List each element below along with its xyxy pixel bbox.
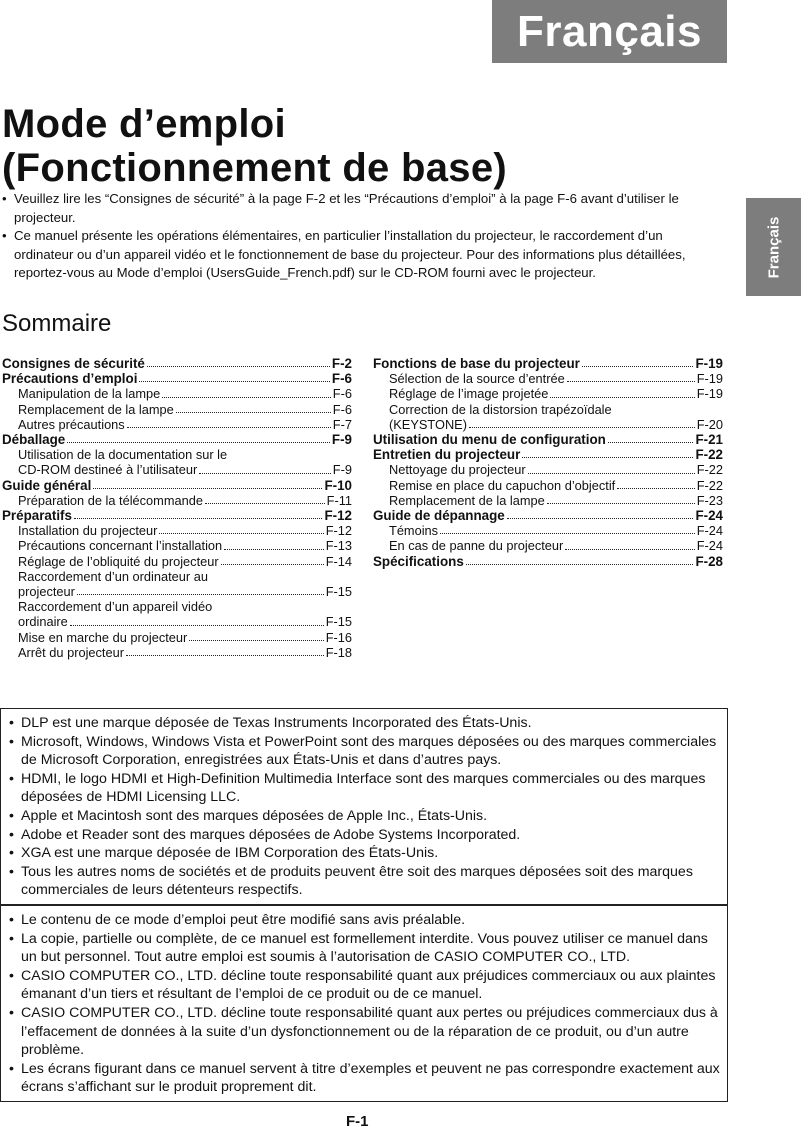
toc-page: F-6 (332, 401, 352, 417)
toc-label: Précautions concernant l’installation (18, 538, 223, 554)
leader-dots (189, 640, 323, 641)
toc-entry[interactable] (373, 478, 723, 493)
toc-page: F-6 (332, 386, 352, 402)
toc-label: Fonctions de base du projecteur (373, 356, 580, 371)
toc-page: F-9 (331, 432, 352, 448)
intro-note: • Veuillez lire les “Consignes de sécurité” à la page F-2 et les “Précautions d’emploi” à la page F-6 avant d’utiliser le projecteur. (2, 190, 717, 227)
leader-dots (567, 381, 695, 382)
contents-heading: Sommaire (2, 310, 112, 337)
leader-dots (176, 412, 331, 413)
toc-label: Remise en place du capuchon d’objectif (389, 477, 616, 493)
toc-entry[interactable] (2, 569, 352, 599)
language-banner: Français (492, 0, 727, 63)
toc-page: F-12 (325, 523, 352, 539)
trademark-item: • Microsoft, Windows, Windows Vista et PowerPoint sont des marques déposées ou des marques commerciales de Microsoft Corporation, enregistrées aux États-Unis et dans d’autres pays. (7, 733, 721, 770)
toc-label: Autres précautions (18, 416, 125, 432)
leader-dots (582, 366, 694, 367)
leader-dots (67, 442, 330, 443)
toc-page: F-6 (331, 371, 352, 387)
title-line-2: (Fonctionnement de base) (2, 146, 508, 190)
toc-label: CD-ROM destineé à l’utilisateur (18, 462, 198, 478)
leader-dots (617, 488, 694, 489)
title-line-1: Mode d’emploi (2, 102, 286, 146)
toc-page: F-16 (325, 629, 352, 645)
toc-entry[interactable] (373, 402, 723, 432)
toc-label: Installation du projecteur (18, 523, 158, 539)
leader-dots (127, 427, 331, 428)
toc-entry[interactable] (2, 356, 352, 371)
toc-entry[interactable] (373, 356, 723, 371)
toc-page: F-24 (696, 523, 723, 539)
toc-label: Utilisation de la documentation sur le (18, 447, 228, 463)
toc-label: Témoins (389, 523, 439, 539)
leader-dots (469, 427, 695, 428)
intro-note: • Ce manuel présente les opérations élémentaires, en particulier l’installation du projecteur, le raccordement d’un ordinateur ou d’un appareil vidéo et le fonctionnement de base du projecteur. Pour des informations plus détaillées, reportez-vous au Mode d’emploi (UsersGuide_French.pdf) sur le CD-ROM fourni avec le projecteur. (2, 227, 717, 283)
leader-dots (74, 518, 322, 519)
toc-entry[interactable] (373, 432, 723, 447)
leader-dots (70, 625, 324, 626)
leader-dots (565, 549, 694, 550)
toc-label: Déballage (2, 432, 66, 448)
toc-page: F-10 (324, 477, 352, 493)
toc-label: Sélection de la source d’entrée (389, 371, 565, 387)
toc-page: F-14 (325, 553, 352, 569)
toc-entry[interactable] (373, 386, 723, 401)
toc-label: Raccordement d’un ordinateur au (18, 568, 208, 584)
toc-entry[interactable] (2, 417, 352, 432)
toc-label: Remplacement de la lampe (389, 492, 545, 508)
leader-dots (550, 397, 694, 398)
disclaimer-item: • CASIO COMPUTER CO., LTD. décline toute responsabilité quant aux préjudices commerciaux ou aux plaintes émanant d’un tiers et résultant de l’emploi de ce produit ou de ce manuel. (7, 967, 721, 1004)
page-title (2, 102, 507, 190)
leader-dots (205, 503, 325, 504)
intro-notes (2, 190, 717, 283)
toc-label: Manipulation de la lampe (18, 386, 161, 402)
toc-page: F-11 (326, 492, 352, 508)
toc-label: Utilisation du menu de configuration (373, 432, 606, 448)
toc-label: ordinaire (18, 614, 68, 630)
leader-dots (199, 473, 331, 474)
toc-label: Guide général (2, 477, 92, 493)
leader-dots (522, 457, 693, 458)
leader-dots (608, 442, 694, 443)
trademark-item: • XGA est une marque déposée de IBM Corporation des États-Unis. (7, 844, 721, 863)
toc-page: F-23 (696, 492, 723, 508)
toc-page: F-15 (325, 584, 352, 600)
toc-entry[interactable] (2, 371, 352, 386)
toc-label: (KEYSTONE) (389, 416, 467, 432)
toc-page: F-19 (696, 371, 723, 387)
leader-dots (440, 533, 695, 534)
toc-label: Guide de dépannage (373, 508, 505, 524)
trademark-item: • Tous les autres noms de sociétés et de produits peuvent être soit des marques déposées soit des marques commerciales de leurs détenteurs respectifs. (7, 863, 721, 900)
disclaimer-item: • CASIO COMPUTER CO., LTD. décline toute responsabilité quant aux pertes ou préjudices commerciaux dus à l’effacement de données à la suite d’un dysfonctionnement ou de la réparation de ce produit, ou d’un autre problème. (7, 1004, 721, 1060)
toc-entry[interactable] (2, 402, 352, 417)
toc-entry[interactable] (2, 447, 352, 477)
leader-dots (77, 594, 324, 595)
toc-entry[interactable] (373, 462, 723, 477)
toc-label: En cas de panne du projecteur (389, 538, 564, 554)
trademark-item: • Apple et Macintosh sont des marques déposées de Apple Inc., États-Unis. (7, 807, 721, 826)
toc-label: Mise en marche du projecteur (18, 629, 188, 645)
toc-label: Consignes de sécurité (2, 356, 145, 371)
language-side-tab (746, 198, 801, 296)
toc-entry[interactable] (2, 630, 352, 645)
leader-dots (159, 533, 323, 534)
leader-dots (547, 503, 695, 504)
toc-entry[interactable] (373, 538, 723, 553)
toc-label: Entretien du projecteur (373, 447, 521, 463)
toc-entry[interactable] (2, 523, 352, 538)
leader-dots (221, 564, 324, 565)
toc-entry[interactable] (2, 538, 352, 553)
toc-label: Réglage de l’image projetée (389, 386, 549, 402)
leader-dots (139, 381, 329, 382)
toc-label: projecteur (18, 584, 75, 600)
leader-dots (528, 473, 695, 474)
toc-left-column (2, 356, 352, 660)
toc-page: F-19 (695, 356, 723, 371)
trademark-item: • DLP est une marque déposée de Texas Instruments Incorporated des États-Unis. (7, 714, 721, 733)
toc-entry[interactable] (2, 554, 352, 569)
toc-page: F-19 (696, 386, 723, 402)
toc-page: F-15 (325, 614, 352, 630)
disclaimer-item: • Le contenu de ce mode d’emploi peut être modifié sans avis préalable. (7, 911, 721, 930)
disclaimer-item: • Les écrans figurant dans ce manuel servent à titre d’exemples et peuvent ne pas correspondre exactement aux écrans s’affichant sur le produit proprement dit. (7, 1060, 721, 1097)
toc-page: F-22 (696, 462, 723, 478)
toc-entry[interactable] (373, 508, 723, 523)
toc-label: Réglage de l’obliquité du projecteur (18, 553, 219, 569)
toc-entry[interactable] (373, 554, 723, 569)
leader-dots (93, 488, 322, 489)
disclaimer-item: • La copie, partielle ou complète, de ce manuel est formellement interdite. Vous pouvez utiliser ce manuel dans un but personnel. Tout autre emploi est soumis à l’autorisation de CASIO COMPUTER CO., LTD. (7, 930, 721, 967)
toc-entry[interactable] (2, 645, 352, 660)
leader-dots (466, 564, 694, 565)
toc-entry[interactable] (373, 447, 723, 462)
toc-page: F-24 (696, 538, 723, 554)
toc-label: Précautions d’emploi (2, 371, 138, 387)
toc-entry[interactable] (2, 599, 352, 629)
trademark-notice-box (0, 708, 728, 905)
toc-page: F-9 (332, 462, 352, 478)
disclaimer-notice-box (0, 905, 728, 1102)
toc-label: Préparatifs (2, 508, 72, 524)
toc-label: Spécifications (373, 553, 464, 569)
toc-entry[interactable] (373, 371, 723, 386)
toc-entry[interactable] (2, 432, 352, 447)
toc-entry[interactable] (2, 508, 352, 523)
trademark-item: • HDMI, le logo HDMI et High-Definition Multimedia Interface sont des marques commerciales ou des marques déposées de HDMI Licensing LLC. (7, 770, 721, 807)
toc-entry[interactable] (373, 493, 723, 508)
leader-dots (162, 397, 331, 398)
leader-dots (147, 366, 330, 367)
toc-label: Raccordement d’un appareil vidéo (18, 599, 213, 615)
toc-page: F-21 (695, 432, 723, 448)
toc-label: Arrêt du projecteur (18, 644, 124, 660)
toc-label: Correction de la distorsion trapézoïdale (389, 401, 612, 417)
toc-page: F-12 (324, 508, 352, 524)
toc-page: F-22 (696, 477, 723, 493)
toc-right-column (373, 356, 723, 569)
leader-dots (224, 549, 324, 550)
toc-label: Remplacement de la lampe (18, 401, 174, 417)
toc-page: F-2 (331, 356, 352, 371)
toc-page: F-28 (695, 553, 723, 569)
toc-page: F-22 (695, 447, 723, 463)
toc-page: F-20 (696, 416, 723, 432)
leader-dots (126, 655, 324, 656)
leader-dots (507, 518, 694, 519)
toc-label: Nettoyage du projecteur (389, 462, 526, 478)
toc-page: F-18 (325, 644, 352, 660)
toc-entry[interactable] (2, 478, 352, 493)
toc-entry[interactable] (2, 386, 352, 401)
toc-entry[interactable] (373, 523, 723, 538)
page-number: F-1 (346, 1113, 369, 1130)
toc-label: Préparation de la télécommande (18, 492, 203, 508)
toc-entry[interactable] (2, 493, 352, 508)
trademark-item: • Adobe et Reader sont des marques déposées de Adobe Systems Incorporated. (7, 826, 721, 845)
side-tab-label: Français (765, 216, 783, 278)
toc-page: F-24 (695, 508, 723, 524)
toc-page: F-13 (325, 538, 352, 554)
toc-page: F-7 (332, 416, 352, 432)
